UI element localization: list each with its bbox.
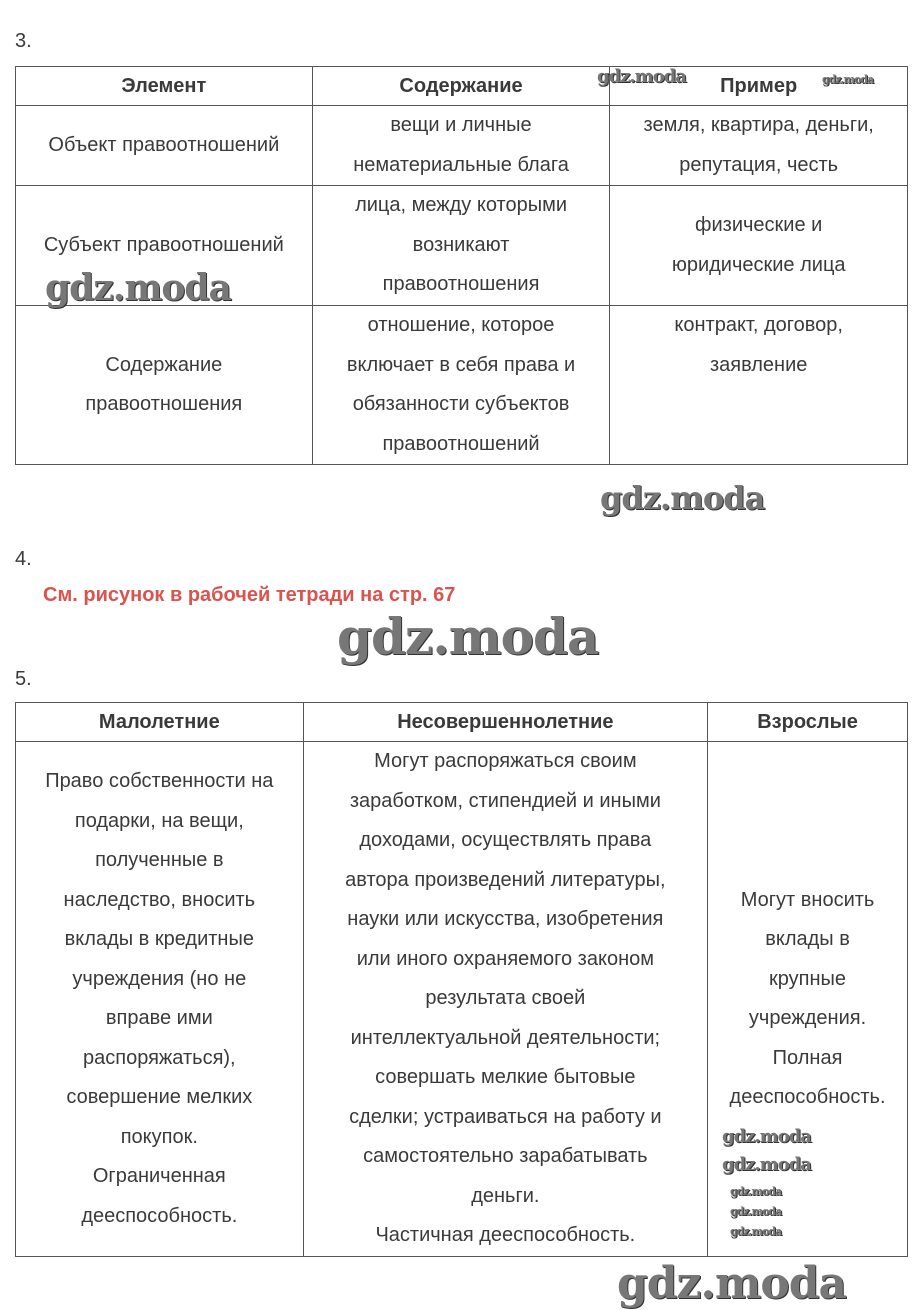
header-minors: Малолетние	[16, 703, 304, 742]
table-cell: Могут вносить вклады в крупные учреждения. Полная дееспособность.	[708, 742, 908, 1257]
watermark-logo: gdz.moda	[617, 1258, 847, 1309]
task-3-table	[15, 66, 908, 465]
table-cell: Субъект правоотношений	[16, 186, 313, 306]
table-cell: Право собственности на подарки, на вещи, полученные в наследство, вносить вклады в кредитные учреждения (но не вправе ими распоряжаться), совершение мелких покупок. Ограниченная дееспособность.	[16, 742, 304, 1257]
table-cell: физические и юридические лица	[610, 186, 908, 306]
task-5-number: 5.	[15, 668, 32, 690]
table-cell: Содержание правоотношения	[16, 306, 313, 465]
table-cell: отношение, которое включает в себя права и обязанности субъектов правоотношений	[312, 306, 610, 465]
table-row	[16, 186, 908, 306]
watermark-logo: gdz.moda	[45, 267, 231, 309]
table-cell: Могут распоряжаться своим заработком, стипендией и иными доходами, осуществлять права автора произведений литературы, науки или искусства, изобретения или иного охраняемого законом результата своей интеллектуальной деятельности; совершать мелкие бытовые сделки; устраиваться на работу и самостоятельно зарабатывать деньги. Частичная дееспособность.	[303, 742, 707, 1257]
header-content: Содержание	[312, 67, 610, 106]
task-3-number: 3.	[15, 30, 32, 52]
header-juveniles: Несовершеннолетние	[303, 703, 707, 742]
task-5-table	[15, 702, 908, 1257]
table-cell: вещи и личные нематериальные блага	[312, 106, 610, 186]
watermark-logo: gdz.moda	[822, 73, 874, 86]
watermark-logo: gdz.moda	[730, 1225, 782, 1238]
header-element: Элемент	[16, 67, 313, 106]
watermark-logo: gdz.moda	[730, 1205, 782, 1218]
task-4-number: 4.	[15, 548, 32, 570]
header-adults: Взрослые	[708, 703, 908, 742]
table-header-row	[16, 703, 908, 742]
task-4-note: См. рисунок в рабочей тетради на стр. 67	[43, 584, 456, 606]
table-header-row	[16, 67, 908, 106]
table-row	[16, 742, 908, 1257]
watermark-logo: gdz.moda	[722, 1154, 811, 1175]
table-cell: земля, квартира, деньги, репутация, честь	[610, 106, 908, 186]
watermark-logo: gdz.moda	[337, 607, 599, 666]
table-cell: контракт, договор, заявление	[610, 306, 908, 465]
table-cell: Объект правоотношений	[16, 106, 313, 186]
watermark-logo: gdz.moda	[600, 479, 765, 517]
watermark-logo: gdz.moda	[730, 1185, 782, 1198]
watermark-logo: gdz.moda	[597, 66, 686, 87]
table-row	[16, 106, 908, 186]
header-example: Пример	[610, 67, 908, 106]
table-row	[16, 306, 908, 465]
watermark-logo: gdz.moda	[722, 1126, 811, 1147]
table-cell: лица, между которыми возникают правоотношения	[312, 186, 610, 306]
